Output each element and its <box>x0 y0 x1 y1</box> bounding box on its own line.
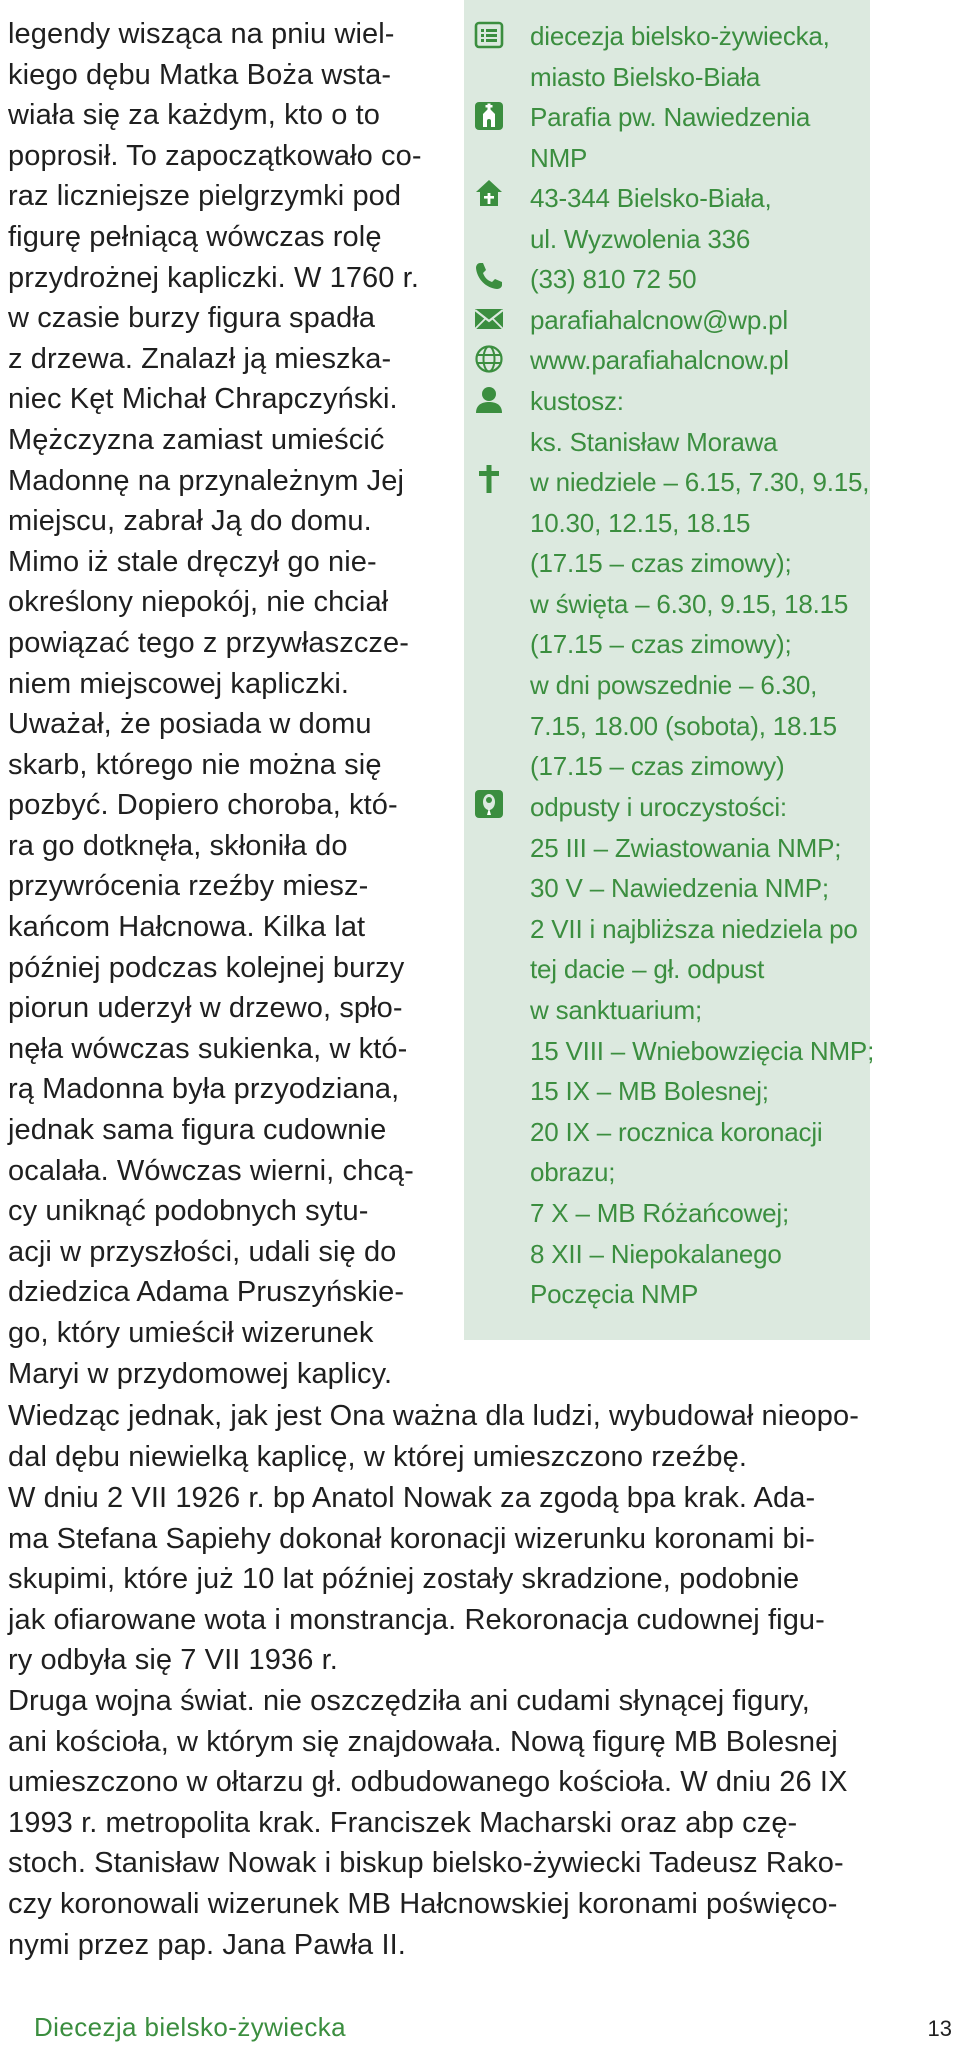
info-line: 20 IX – rocznica koronacji <box>530 1116 823 1147</box>
text-line: skarb, którego nie można się <box>8 748 382 781</box>
info-line: w niedziele – 6.15, 7.30, 9.15, <box>530 467 870 497</box>
text-line: ani kościoła, w którym się znajdowała. Nową figurę MB Bolesnej <box>8 1725 838 1758</box>
text-line: rą Madonna była przyodziana, <box>8 1073 400 1106</box>
info-line: 30 V – Nawiedzenia NMP; <box>530 873 829 904</box>
text-line: ry odbyła się 7 VII 1936 r. <box>8 1644 338 1677</box>
text-line: kańcom Hałcnowa. Kilka lat <box>8 911 366 944</box>
text-line: go, który umieścił wizerunek <box>8 1317 374 1349</box>
info-line: (17.15 – czas zimowy); <box>530 548 792 579</box>
text-line: niec Kęt Michał Chrapczyński. <box>8 383 398 416</box>
footer-title: Diecezja bielsko-żywiecka <box>34 2012 346 2042</box>
text-line: jak ofiarowane wota i monstrancja. Rekoronacja cudownej figu- <box>8 1603 825 1636</box>
text-line: kiego dębu Matka Boża wsta- <box>8 58 392 91</box>
info-line: 10.30, 12.15, 18.15 <box>530 507 751 538</box>
text-line: ocalała. Wówczas wierni, chcą- <box>8 1154 414 1187</box>
info-line: 15 IX – MB Bolesnej; <box>530 1076 769 1107</box>
info-address-text <box>530 178 860 259</box>
info-line: tej dacie – gł. odpust <box>530 954 765 985</box>
text-line: później podczas kolejnej burzy <box>8 951 405 984</box>
list-icon <box>474 20 504 50</box>
info-line: 15 VIII – Wniebowzięcia NMP; <box>530 1035 875 1066</box>
info-line: (17.15 – czas zimowy) <box>530 751 785 782</box>
paragraph-continuation <box>8 1396 870 1477</box>
info-email-text <box>530 300 860 341</box>
info-line: 25 III – Zwiastowania NMP; <box>530 832 842 863</box>
parish-info-box <box>464 0 875 1340</box>
paragraph-coronation <box>8 1478 870 1681</box>
info-line: Parafia pw. Nawiedzenia <box>530 102 811 132</box>
phone-icon <box>474 261 504 291</box>
text-line: legendy wisząca na pniu wiel- <box>8 18 395 50</box>
envelope-icon <box>474 304 504 334</box>
text-line: pozbyć. Dopiero choroba, któ- <box>8 789 398 822</box>
text-line: W dniu 2 VII 1926 r. bp Anatol Nowak za zgodą bpa krak. Ada- <box>8 1482 816 1514</box>
text-line: czy koronowali wizerunek MB Hałcnowskiej koronami poświęco- <box>8 1887 838 1920</box>
left-text-column <box>8 14 422 1394</box>
house-icon <box>474 178 504 208</box>
text-line: powiązać tego z przywłaszcze- <box>8 626 409 659</box>
info-line: www.parafiahalcnow.pl <box>530 345 789 375</box>
info-line: 43-344 Bielsko-Biała, <box>530 183 772 213</box>
person-icon <box>474 385 504 415</box>
info-line: Poczęcia NMP <box>530 1279 699 1310</box>
text-line: miejscu, zabrał Ją do domu. <box>8 505 372 538</box>
info-masses-text <box>530 462 870 787</box>
sanctuary-icon <box>474 789 504 819</box>
text-line: raz liczniejsze pielgrzymki pod <box>8 180 402 213</box>
info-line: 7.15, 18.00 (sobota), 18.15 <box>530 710 837 741</box>
info-indulgences-text <box>530 787 875 1315</box>
info-www-text <box>530 340 860 381</box>
info-phone-text <box>530 259 860 300</box>
text-line: poprosił. To zapoczątkowało co- <box>8 139 422 172</box>
info-line: w dni powszednie – 6.30, <box>530 669 818 700</box>
info-line: obrazu; <box>530 1157 616 1188</box>
text-line: umieszczono w ołtarzu gł. odbudowanego kościoła. W dniu 26 IX <box>8 1766 848 1799</box>
text-line: Madonnę na przynależnym Jej <box>8 464 405 497</box>
text-line: 1993 r. metropolita krak. Franciszek Macharski oraz abp czę- <box>8 1806 798 1839</box>
info-line: ks. Stanisław Morawa <box>530 426 778 457</box>
text-line: wiała się za każdym, kto o to <box>8 99 380 132</box>
text-line: przywrócenia rzeźby miesz- <box>8 870 369 903</box>
text-line: cy uniknąć podobnych sytu- <box>8 1195 369 1228</box>
text-line: piorun uderzył w drzewo, spło- <box>8 992 403 1025</box>
info-line: parafiahalcnow@wp.pl <box>530 305 788 335</box>
info-line: miasto Bielsko-Biała <box>530 61 761 92</box>
cross-icon <box>474 464 504 494</box>
page-number: 13 <box>927 2016 952 2041</box>
text-line: Maryi w przydomowej kaplicy. <box>8 1357 393 1390</box>
text-line: z drzewa. Znalazł ją mieszka- <box>8 342 392 375</box>
text-line: w czasie burzy figura spadła <box>8 302 376 335</box>
text-line: dal dębu niewielką kaplicę, w której umieszczono rzeźbę. <box>8 1440 748 1473</box>
text-line: dziedzica Adama Pruszyńskie- <box>8 1276 405 1309</box>
info-diocese-text <box>530 16 860 97</box>
info-line: 2 VII i najbliższa niedziela po <box>530 913 858 944</box>
text-line: Druga wojna świat. nie oszczędziła ani cudami słynącej figury, <box>8 1685 810 1717</box>
text-line: przydrożnej kapliczki. W 1760 r. <box>8 261 419 294</box>
text-line: ma Stefana Sapiehy dokonał koronacji wizerunku koronami bi- <box>8 1522 816 1555</box>
info-line: odpusty i uroczystości: <box>530 792 787 822</box>
info-line: (33) 810 72 50 <box>530 264 697 294</box>
text-line: określony niepokój, nie chciał <box>8 586 389 619</box>
info-line: (17.15 – czas zimowy); <box>530 629 792 660</box>
info-parish-text <box>530 97 860 178</box>
info-line: diecezja bielsko-żywiecka, <box>530 21 830 51</box>
info-line: 7 X – MB Różańcowej; <box>530 1197 790 1228</box>
globe-icon <box>474 344 504 374</box>
text-line: stoch. Stanisław Nowak i biskup bielsko-żywiecki Tadeusz Rako- <box>8 1847 844 1880</box>
text-line: niem miejscowej kapliczki. <box>8 667 350 700</box>
text-line: acji w przyszłości, udali się do <box>8 1235 397 1268</box>
info-custodian-text <box>530 381 860 462</box>
info-line: w święta – 6.30, 9.15, 18.15 <box>530 588 849 619</box>
info-line: ul. Wyzwolenia 336 <box>530 223 751 254</box>
text-line: ra go dotknęła, skłoniła do <box>8 829 348 862</box>
info-line: w sanktuarium; <box>530 994 703 1025</box>
text-line: Uważał, że posiada w domu <box>8 708 372 741</box>
text-line: figurę pełniącą wówczas rolę <box>8 220 382 253</box>
text-line: skupimi, które już 10 lat później zostały skradzione, podobnie <box>8 1563 800 1596</box>
info-line: NMP <box>530 142 588 173</box>
church-building-icon <box>474 101 504 131</box>
info-line: kustosz: <box>530 386 624 416</box>
paragraph-war <box>8 1681 870 1965</box>
text-line: jednak sama figura cudownie <box>8 1114 387 1147</box>
text-line: nymi przez pap. Jana Pawła II. <box>8 1928 406 1961</box>
text-line: Mimo iż stale dręczył go nie- <box>8 545 377 578</box>
text-line: Wiedząc jednak, jak jest Ona ważna dla ludzi, wybudował nieopo- <box>8 1400 859 1432</box>
text-line: nęła wówczas sukienka, w któ- <box>8 1032 408 1065</box>
info-line: 8 XII – Niepokalanego <box>530 1238 782 1269</box>
text-line: Mężczyzna zamiast umieścić <box>8 423 385 456</box>
